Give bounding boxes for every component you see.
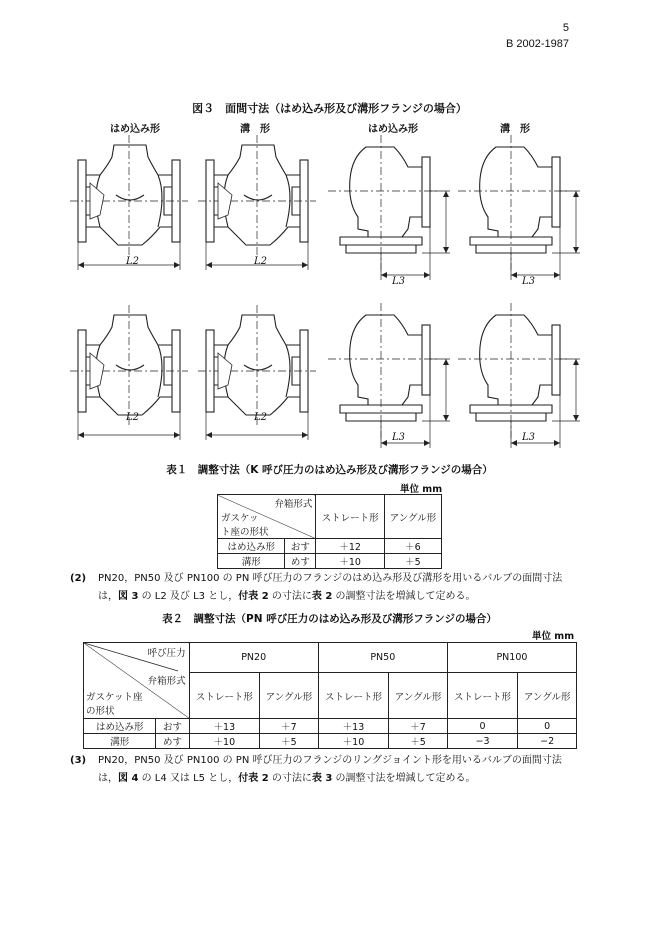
table1-cell: 溝形 (218, 554, 285, 569)
table2-title: 表２ 調整寸法（PN 呼び圧力のはめ込み形及び溝形フランジの場合） (162, 613, 497, 625)
table1-title: 表１ 調整寸法（K 呼び圧力のはめ込み形及び溝形フランジの場合） (166, 464, 493, 476)
figure-title: 図３ 面間寸法（はめ込み形及び溝形フランジの場合） (192, 102, 467, 115)
table1-cell: ＋5 (384, 554, 441, 569)
para3-figure-ref: 図 4 (118, 773, 139, 784)
para2-figure-ref: 図 3 (118, 591, 139, 602)
page-number: 5 (562, 22, 569, 34)
para3-text-d: の調整寸法を増減して定める。 (332, 773, 476, 784)
dim-label-l3-b: L3 (522, 276, 536, 287)
figure-col-label-4: 溝 形 (500, 124, 530, 135)
table2-hdr-straight: ストレート形 (447, 673, 517, 719)
dim-label-l3-a: L3 (392, 276, 406, 287)
figure-col-label-3: はめ込み形 (368, 124, 418, 135)
table-row (84, 734, 577, 749)
dim-label-l2-c: L2 (126, 412, 140, 423)
table1-cell: はめ込み形 (218, 539, 285, 554)
valve-angle-insert-1 (328, 135, 450, 280)
table2-cell: ＋13 (318, 719, 388, 734)
valve-angle-groove-1 (458, 135, 580, 280)
table2-cell: 溝形 (84, 734, 156, 749)
table2-hdr-straight: ストレート形 (189, 673, 259, 719)
table2-hdr-straight: ストレート形 (318, 673, 388, 719)
table1-hdr-straight: ストレート形 (316, 495, 385, 539)
table1-hdr-gasket-1: ガスケッ (221, 513, 259, 524)
table-row (84, 719, 577, 734)
para2-text-d: の調整寸法を増減して定める。 (332, 591, 476, 602)
para2-line1: PN20，PN50 及び PN100 の PN 呼び圧力のフランジのはめ込み形及び溝形を用いるバルブの面間寸法 (98, 573, 563, 584)
para2-table2-ref: 表 2 (311, 591, 333, 602)
standard-number: B 2002-1987 (506, 38, 569, 50)
table1-cell: ＋10 (316, 554, 385, 569)
table2-cell: ＋10 (318, 734, 388, 749)
table2-unit: 単位 mm (532, 631, 575, 642)
para3-line1: PN20，PN50 及び PN100 の PN 呼び圧力のフランジのリングジョイント形を用いるバルブの面間寸法 (98, 755, 562, 766)
table2-cell: おす (156, 719, 189, 734)
table2-cell: ＋10 (189, 734, 259, 749)
table2 (83, 642, 577, 749)
para3-text-c: の寸法に (268, 773, 312, 784)
para2-text-a: は， (98, 591, 118, 602)
table2-cell: ＋5 (389, 734, 448, 749)
table1-cell: ＋12 (316, 539, 385, 554)
table2-cell: はめ込み形 (84, 719, 156, 734)
table2-hdr-angle: アングル形 (260, 673, 319, 719)
dim-label-l3-d: L3 (522, 432, 536, 443)
table2-cell: 0 (518, 719, 577, 734)
paragraph-3 (70, 752, 610, 788)
para2-text-b: の L2 及び L3 とし， (138, 591, 239, 602)
table1-cell: ＋6 (384, 539, 441, 554)
dim-label-l2-d: L2 (254, 412, 268, 423)
table2-hdr-pn20: PN20 (189, 643, 318, 673)
para2-table-ref: 付表 2 (238, 591, 269, 602)
valve-straight-insert-1 (70, 135, 188, 270)
table2-cell: めす (156, 734, 189, 749)
dim-label-l3-c: L3 (392, 432, 406, 443)
table2-cell: −3 (447, 734, 517, 749)
para3-table2-ref: 表 3 (311, 773, 333, 784)
table2-cell: −2 (518, 734, 577, 749)
table-row (218, 539, 442, 554)
para2-text-c: の寸法に (268, 591, 312, 602)
table2-hdr-valve: 弁箱形式 (147, 676, 186, 687)
table2-hdr-pn50: PN50 (318, 643, 447, 673)
para2-number: (2) (70, 573, 87, 584)
table2-hdr-gasket-1: ガスケット座 (86, 692, 143, 703)
para3-table-ref: 付表 2 (238, 773, 269, 784)
dim-label-l2-b: L2 (254, 256, 268, 267)
table2-cell: 0 (447, 719, 517, 734)
table1-cell: めす (285, 554, 316, 569)
table1 (217, 494, 442, 569)
table2-hdr-pn100: PN100 (447, 643, 576, 673)
table2-hdr-pressure: 呼び圧力 (147, 648, 186, 659)
table1-unit: 単位 mm (400, 484, 443, 495)
para3-text-b: の L4 又は L5 とし， (138, 773, 239, 784)
paragraph-2 (70, 570, 610, 606)
valve-straight-groove-1 (198, 135, 316, 270)
para3-text-a: は， (98, 773, 118, 784)
table2-hdr-gasket-2: の形状 (86, 706, 115, 717)
valve-angle-insert-2 (328, 303, 450, 448)
table2-cell: ＋5 (260, 734, 319, 749)
table2-cell: ＋7 (260, 719, 319, 734)
table1-hdr-valve: 弁箱形式 (274, 499, 313, 510)
dim-label-l2-a: L2 (126, 256, 140, 267)
para3-number: (3) (70, 755, 87, 766)
figure-col-label-1: はめ込み形 (110, 124, 160, 135)
table2-hdr-angle: アングル形 (518, 673, 577, 719)
table2-cell: ＋7 (389, 719, 448, 734)
table-row (218, 554, 442, 569)
table2-hdr-angle: アングル形 (389, 673, 448, 719)
table1-hdr-gasket-2: ト座の形状 (221, 527, 269, 538)
valve-angle-groove-2 (458, 303, 580, 448)
table2-cell: ＋13 (189, 719, 259, 734)
table1-hdr-angle: アングル形 (384, 495, 441, 539)
table1-cell: おす (285, 539, 316, 554)
valve-drawings (60, 135, 590, 455)
figure-col-label-2: 溝 形 (240, 124, 270, 135)
